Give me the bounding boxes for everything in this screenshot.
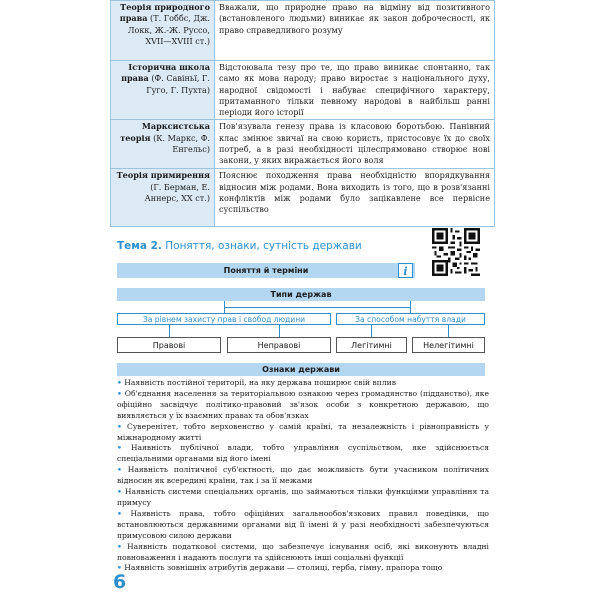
list-item: • Наявність зовнішніх атрибутів держави — столиці, герба, гімну, прапора тощо [117,563,443,573]
list-item: • Наявність податкової системи, що забезпечує існування осіб, які виконують владні повноваження і надають послуги та здійснюють інші соціальні функції [117,541,489,562]
connector-line [279,325,280,337]
type-legal: Правові [117,337,221,353]
theory-name: Марксистська теорія (К. Маркс, Ф. Енгельс) [111,120,215,169]
connector-line [224,307,411,308]
theory-description: Пояснює походження права необхідністю впорядкування відносин між родами. Вона виходить із того, що в розв'язанні конфліктів між родами було зацікавлене все первісне суспільство [215,169,495,227]
type-illegitimate: Нелегітимні [412,337,485,353]
bullet-icon: • [117,541,122,551]
list-item: • Наявність права, тобто офіційних загальнообов'язкових правил поведінки, що встановлюються державними органами від її імені й у разі необхідності забезпечуються примусовою силою держави [117,508,489,540]
bullet-icon: • [117,443,122,453]
theory-description: Пов'язувала генезу права із класовою боротьбою. Панівний клас змінює звичаї на свою користь, пристосовує їх до своїх потреб, а в разі необхідності цілеспрямовано створює нові закони, у яких виражається його воля [215,120,495,169]
topic-label: Тема 2. [117,240,162,252]
topic-name: Поняття, ознаки, сутність держави [161,240,362,252]
state-signs-bar: Ознаки держави [117,363,485,376]
info-icon[interactable]: i [398,263,413,278]
theory-description: Відстоювала тезу про те, що право виникає спонтанно, так само як мова народу; право виростає з національного духу, народної свідомості і набуває специфічного характеру, притаманного тільки певному народові в найбільш ранні періоди його історії [215,61,495,120]
state-signs-list [117,378,489,574]
connector-line [371,325,372,337]
connector-line [169,325,170,337]
theories-table [110,0,495,227]
criterion-rights-protection: За рівнем захисту прав і свобод людини [117,313,331,325]
theory-description: Вважали, що природне право на відміну від позитивного (встановленого людьми) виникає як закон доброчесності, як право справедливого розуму [215,1,495,61]
bullet-icon: • [117,508,122,518]
bullet-icon: • [117,465,122,475]
theory-row [111,169,495,227]
concepts-and-terms-bar[interactable]: Поняття й терміни [117,263,415,278]
theory-name: Теорія природного права (Т. Гоббс, Дж. Локк, Ж.-Ж. Руссо, XVII—XVIII ст.) [111,1,215,61]
list-item: • Суверенітет, тобто верховенство у самій країні, та незалежність і рівноправність у міжнародному житті [117,421,489,442]
list-item: • Наявність системи спеціальних органів, що займаються тільки функціями управління та примусу [117,487,489,507]
type-non-legal: Неправові [227,337,331,353]
qr-code-icon[interactable] [432,228,480,276]
theory-row [111,1,495,61]
type-legitimate: Легітимні [336,337,407,353]
theory-row [111,120,495,169]
connector-line [448,325,449,337]
theory-name: Теорія примирення (Г. Берман, Е. Аннерс, XX ст.) [111,169,215,227]
theory-name: Історична школа права (Ф. Савіньї, Г. Гуго, Г. Пухта) [111,61,215,120]
criterion-power-acquisition: За способом набуття влади [336,313,485,325]
bullet-icon: • [117,487,122,497]
state-types-bar: Типи держав [117,288,485,301]
bullet-icon: • [117,563,122,573]
bullet-icon: • [117,388,122,398]
topic-title [117,240,362,252]
list-item: • Наявність політичної суб'єктності, що дає можливість бути учасником політичних відносин як всередині країни, так і за її межами [117,465,489,486]
list-item: • Наявність постійної території, на яку держава поширює свій вплив [117,378,396,387]
page-number: 6 [113,571,127,593]
list-item: • Об'єднання населення за територіальною ознакою через громадянство (підданство), яке офіційно засвідчує політико-правовий зв'язок особи з конкретною державою, що виявляється у їх взаємних правах та обов'язках [117,388,489,420]
bullet-icon: • [117,378,122,387]
theory-row [111,61,495,120]
list-item: • Наявність публічної влади, тобто управління суспільством, яке здійснюється спеціальними органами від його імені [117,443,489,464]
bullet-icon: • [117,421,122,431]
